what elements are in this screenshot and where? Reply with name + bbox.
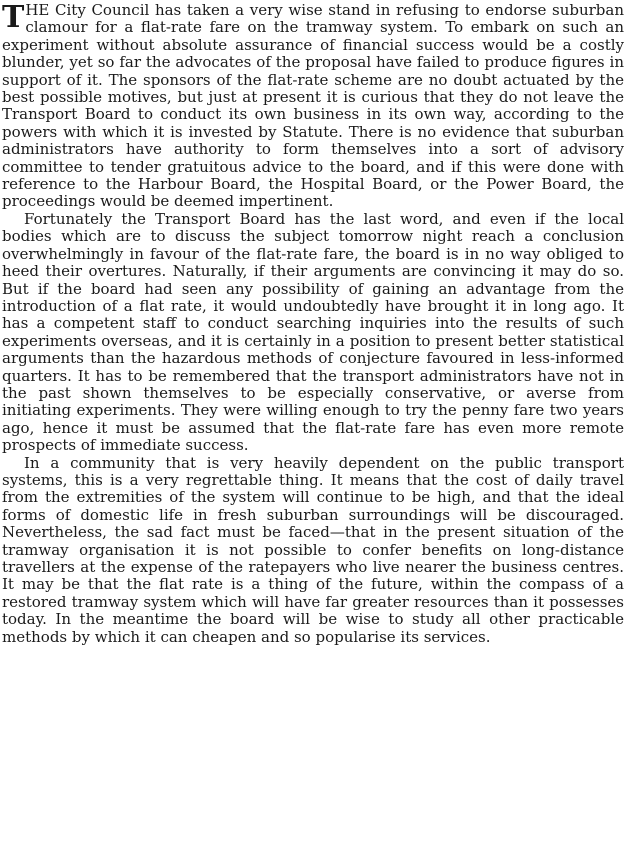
article-paragraph-3: In a community that is very heavily dependent on the public transport systems, this is a very regrettable thing. It means that the cost of daily travel from the extremities of the system will continue to be high, and that the ideal forms of domestic life in fresh suburban surroundings will be discouraged. Nevertheless, the sad fact must be faced—that in the present situation of the tramway organisation it is not possible to confer benefits on long-distance travellers at the expense of the ratepayers who live nearer the business centres. It may be that the flat rate is a thing of the future, within the compass of a restored tramway system which will have far greater resources than it possesses today. In the meantime the board will be wise to study all other practicable methods by which it can cheapen and so popularise its services. bbox=[2, 453, 624, 646]
paragraph-text: HE City Council has taken a very wise stand in refusing to endorse suburban clamour for a flat-rate fare on the tramway system. To embark on such an experiment without absolute assurance of financial success would be a costly blunder, yet so far the advocates of the proposal have failed to produce figures in support of it. The sponsors of the flat-rate scheme are no doubt actuated by the best possible motives, but just at present it is curious that they do not leave the Transport Board to conduct its own business in its own way, according to the powers with which it is invested by Statute. There is no evidence that suburban administrators have authority to form themselves into a sort of advisory committee to tender gratuitous advice to the board, and if this were done with reference to the Harbour Board, the Hospital Board, or the Power Board, the proceedings would be deemed impertinent. bbox=[2, 1, 624, 211]
article-paragraph-2: Fortunately the Transport Board has the last word, and even if the local bodies which are to discuss the subject tomorrow night reach a conclusion overwhelmingly in favour of the flat-rate fare, the board is in no way obliged to heed their overtures. Naturally, if their arguments are convincing it may do so. But if the board had seen any possibility of gaining an advantage from the introduction of a flat rate, it would undoubtedly have brought it in long ago. It has a competent staff to conduct searching inquiries into the results of such experiments overseas, and it is certainly in a position to present better statistical arguments than the hazardous methods of conjecture favoured in less-informed quarters. It has to be remembered that the transport administrators have not in the past shown themselves to be especially conservative, or averse from initiating experiments. They were willing enough to try the penny fare two years ago, hence it must be assumed that the flat-rate fare has even more remote prospects of immediate success. bbox=[2, 209, 624, 455]
drop-cap: T bbox=[2, 0, 25, 35]
article-paragraph-1 bbox=[2, 2, 624, 211]
editorial-article bbox=[2, 2, 624, 646]
